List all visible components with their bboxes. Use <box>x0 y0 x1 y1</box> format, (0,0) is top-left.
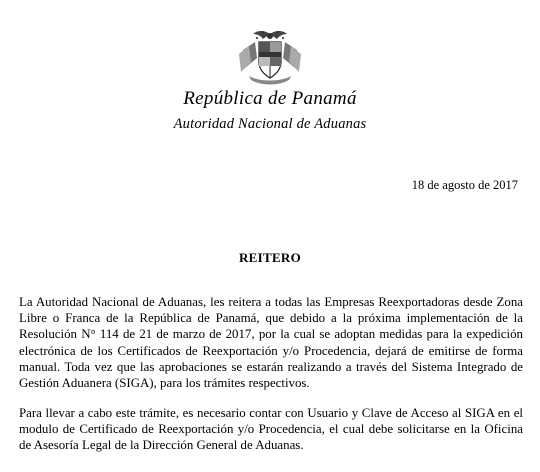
document-date: 18 de agosto de 2017 <box>411 178 518 192</box>
authority-name: Autoridad Nacional de Aduanas <box>173 116 367 132</box>
coat-of-arms-icon <box>235 28 305 88</box>
republic-name: República de Panamá <box>183 88 357 109</box>
document-heading: REITERO <box>238 250 302 265</box>
paragraph-2: Para llevar a cabo este trámite, es necesario contar con Usuario y Clave de Acceso al SIGA en el modulo de Certificado de Reexportación y/o Procedencia, el cual debe solicitarse en la Oficina de Asesoría Legal de la Dirección General de Aduanas. <box>19 406 523 453</box>
paragraph-1: La Autoridad Nacional de Aduanas, les reitera a todas las Empresas Reexportadoras desde Zona Libre o Franca de la República de Panamá, que debido a la próxima implementación de la Resolución N° 114 de 21 de marzo de 2017, por la cual se adoptan medidas para la expedición electrónica de los Certificados de Reexportación y/o Procedencia, dejará de emitirse de forma manual. Toda vez que las aprobaciones se estarán realizando a través del Sistema Integrado de Gestión Aduanera (SIGA), para los trámites respectivos. <box>19 295 523 391</box>
letterhead <box>0 28 540 88</box>
